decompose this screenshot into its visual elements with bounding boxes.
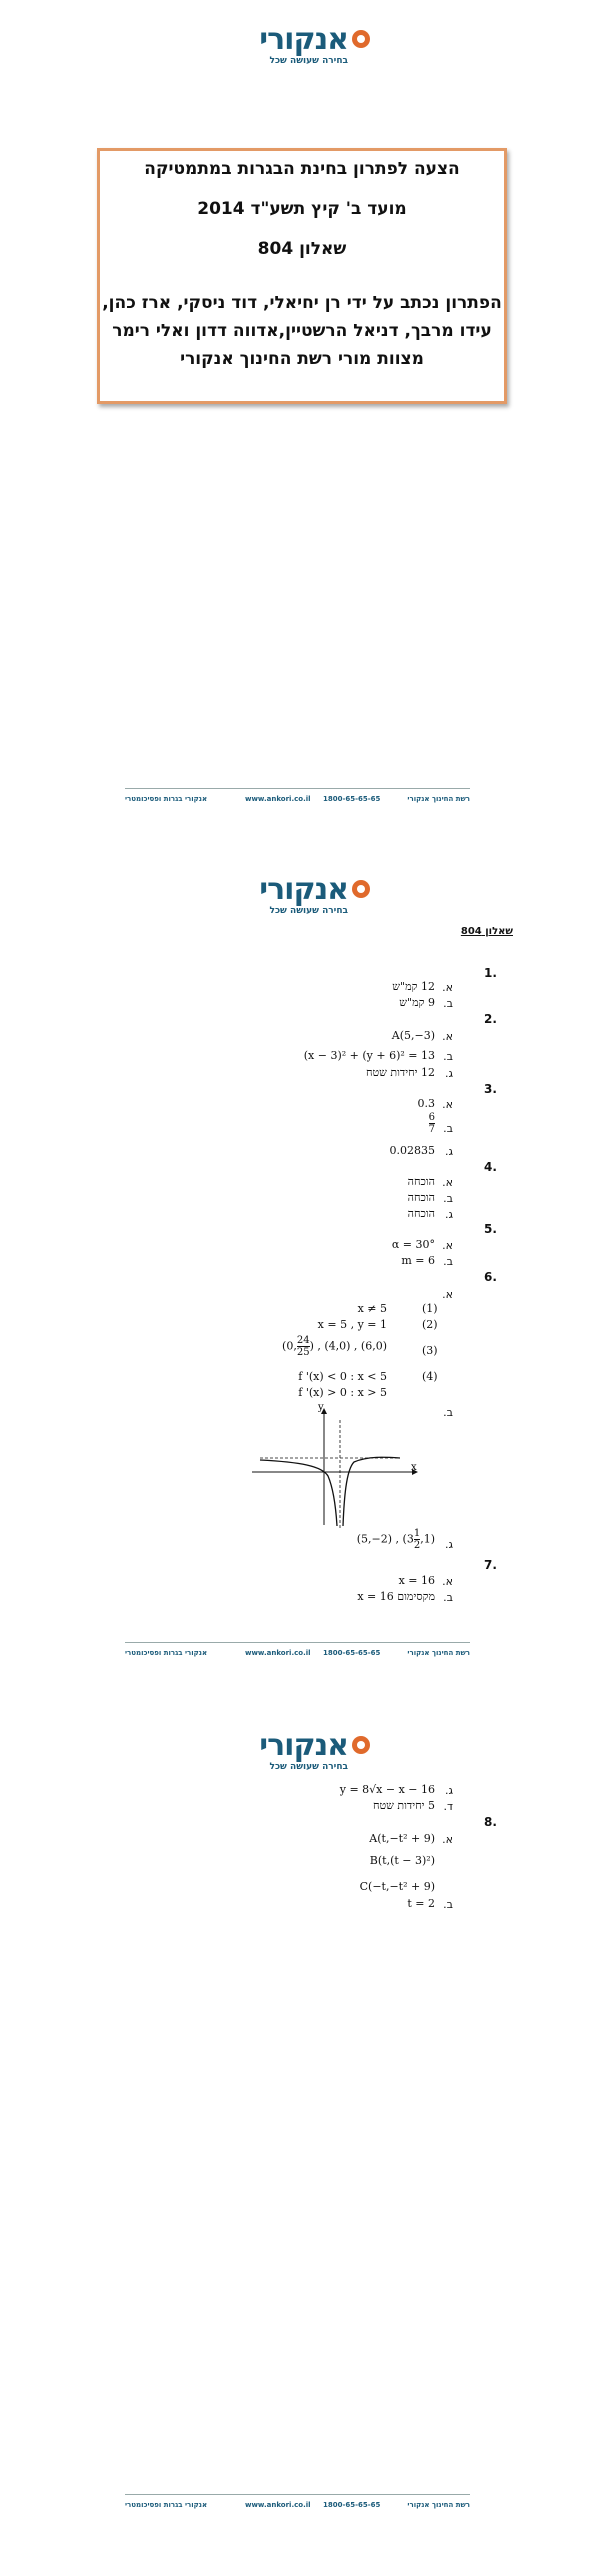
footer-site[interactable]: www.ankori.co.il — [245, 1649, 311, 1657]
q5-b-label: ב. — [443, 1255, 453, 1268]
cover-team: מצוות מורי רשת החינוך אנקורי — [180, 349, 424, 369]
q5-b-answer: m = 6 — [401, 1254, 435, 1267]
footer-network: רשת החינוך אנקורי — [407, 2501, 470, 2509]
q6-a-label: א. — [442, 1288, 453, 1301]
logo-tagline: בחירה שעושה שכל — [269, 1762, 348, 1772]
q8-a-label: א. — [442, 1833, 453, 1846]
cover-authors-1: הפתרון נכתב על ידי רן יחיאלי, דוד ניסקי, ארז כהן, — [102, 293, 502, 313]
logo-name: אנקורי — [259, 22, 348, 57]
q4-a-answer: הוכחה — [407, 1175, 435, 1188]
q2-c-answer: 12 יחידות שטח — [365, 1066, 435, 1079]
q6-item2-answer: x = 5 , y = 1 — [317, 1318, 387, 1331]
q6-item4-index: (4) — [422, 1370, 438, 1383]
q4-b-label: ב. — [443, 1192, 453, 1205]
q7-c-answer: y = 8√x − x − 16 — [339, 1783, 435, 1796]
q1-b-label: ב. — [443, 997, 453, 1010]
q6-c-answer — [357, 1528, 435, 1551]
q1-a-answer: 12 קמ"ש — [392, 980, 435, 993]
logo-name: אנקורי — [259, 1728, 348, 1763]
q1-a-label: א. — [442, 981, 453, 994]
cover-exam: שאלון 804 — [257, 239, 347, 259]
q7-d-answer: 5 יחידות שטח — [372, 1799, 435, 1812]
q6-item4-answer-b: f '(x) > 0 : x > 5 — [298, 1386, 387, 1399]
q1-b-answer: 9 קמ"ש — [399, 996, 435, 1009]
q4-a-label: א. — [442, 1176, 453, 1189]
q8-a-point-c: C(−t,−t² + 9) — [359, 1880, 435, 1893]
footer-site[interactable]: www.ankori.co.il — [245, 2501, 311, 2509]
q6-item4-answer-a: f '(x) < 0 : x < 5 — [298, 1370, 387, 1383]
footer-social[interactable]: אנקורי בגרות ופסיכומטרי — [125, 2501, 208, 2509]
q6-function-graph — [250, 1400, 430, 1530]
exam-title: שאלון 804 — [460, 926, 513, 937]
q8-b-answer: t = 2 — [407, 1897, 435, 1910]
y-axis-label: y — [318, 1402, 324, 1413]
footer-phone: 1800-65-65-65 — [323, 795, 381, 803]
q7-a-answer: x = 16 — [398, 1574, 435, 1587]
ankori-logo — [250, 1728, 370, 1774]
q6-item1-answer: x ≠ 5 — [357, 1302, 387, 1315]
q3-b-numerator: 6 — [428, 1112, 435, 1123]
cover-box — [97, 148, 507, 404]
cover-session: מועד ב' קיץ תשע"ד 2014 — [197, 199, 407, 219]
q7-a-label: א. — [442, 1575, 453, 1588]
q2-b-label: ב. — [443, 1050, 453, 1063]
q5-a-answer: α = 30° — [391, 1238, 435, 1251]
q8-b-label: ב. — [443, 1898, 453, 1911]
logo-tagline: בחירה שעושה שכל — [269, 906, 348, 916]
q3-a-answer: 0.3 — [417, 1097, 435, 1110]
ankori-logo — [250, 22, 370, 68]
logo-circle-icon — [352, 30, 370, 48]
q8-a-point-a: A(t,−t² + 9) — [369, 1832, 435, 1845]
q6-item2-index: (2) — [422, 1318, 438, 1331]
q5-a-label: א. — [442, 1239, 453, 1252]
page-footer — [125, 2494, 470, 2517]
footer-phone: 1800-65-65-65 — [323, 2501, 381, 2509]
x-axis-label: x — [411, 1462, 417, 1473]
q3-c-answer: 0.02835 — [389, 1144, 435, 1157]
q3-a-label: א. — [442, 1098, 453, 1111]
q6-c-denominator: 2 — [413, 1540, 421, 1551]
q3-c-label: ג. — [444, 1145, 453, 1158]
q2-c-label: ג. — [444, 1067, 453, 1080]
q7-b-label: ב. — [443, 1591, 453, 1604]
footer-social[interactable]: אנקורי בגרות ופסיכומטרי — [125, 1649, 208, 1657]
question-1-number: 1. — [484, 966, 497, 980]
q3-b-answer — [429, 1112, 435, 1135]
q6-item3-part1: (0, — [282, 1339, 297, 1353]
graph-right-branch — [343, 1457, 400, 1526]
graph-left-branch — [260, 1460, 337, 1526]
q6-c-label: ג. — [444, 1538, 453, 1551]
q8-a-point-b: B(t,(t − 3)²) — [369, 1854, 435, 1867]
question-3-number: 3. — [484, 1082, 497, 1096]
footer-social[interactable]: אנקורי בגרות ופסיכומטרי — [125, 795, 208, 803]
question-2-number: 2. — [484, 1012, 497, 1026]
q3-b-denominator: 7 — [428, 1124, 435, 1135]
q2-b-answer: (x − 3)² + (y + 6)² = 13 — [303, 1049, 435, 1062]
q2-a-answer: A(5,−3) — [391, 1029, 435, 1042]
logo-name: אנקורי — [259, 872, 348, 907]
q6-item3-part2: ) , (4,0) , (6,0) — [309, 1339, 387, 1353]
q4-b-answer: הוכחה — [407, 1191, 435, 1204]
footer-phone: 1800-65-65-65 — [323, 1649, 381, 1657]
cover-title: הצעה לפתרון בחינת הבגרות במתמטיקה — [144, 159, 460, 179]
q7-d-label: ד. — [443, 1800, 453, 1813]
question-6-number: 6. — [484, 1270, 497, 1284]
q6-c-part1: (5,−2) , (3 — [356, 1532, 414, 1546]
q6-b-label: ב. — [443, 1406, 453, 1419]
question-4-number: 4. — [484, 1160, 497, 1174]
q7-c-label: ג. — [444, 1784, 453, 1797]
q2-a-label: א. — [442, 1030, 453, 1043]
q7-b-answer: x = 16 מקסימום — [357, 1590, 435, 1603]
q3-b-label: ב. — [443, 1122, 453, 1135]
ankori-logo — [250, 872, 370, 918]
question-7-number: 7. — [484, 1558, 497, 1572]
q4-c-answer: הוכחה — [407, 1207, 435, 1220]
logo-circle-icon — [352, 880, 370, 898]
q6-item1-index: (1) — [422, 1302, 438, 1315]
q6-item3-answer — [282, 1335, 387, 1358]
question-8-number: 8. — [484, 1815, 497, 1829]
page-footer — [125, 788, 470, 811]
q6-c-part2: ,1) — [420, 1532, 435, 1546]
footer-site[interactable]: www.ankori.co.il — [245, 795, 311, 803]
footer-network: רשת החינוך אנקורי — [407, 1649, 470, 1657]
footer-network: רשת החינוך אנקורי — [407, 795, 470, 803]
cover-authors-2: עידו מרבך, דניאל הרשטיין,אדווה דדון ואלי רימר — [112, 321, 492, 341]
logo-circle-icon — [352, 1736, 370, 1754]
q4-c-label: ג. — [444, 1208, 453, 1221]
q6-item3-numerator: 24 — [296, 1335, 310, 1346]
page-footer — [125, 1642, 470, 1665]
question-5-number: 5. — [484, 1222, 497, 1236]
q6-c-numerator: 1 — [413, 1528, 421, 1539]
q6-item3-denominator: 25 — [296, 1347, 310, 1358]
q6-item3-index: (3) — [422, 1344, 438, 1357]
logo-tagline: בחירה שעושה שכל — [269, 56, 348, 66]
